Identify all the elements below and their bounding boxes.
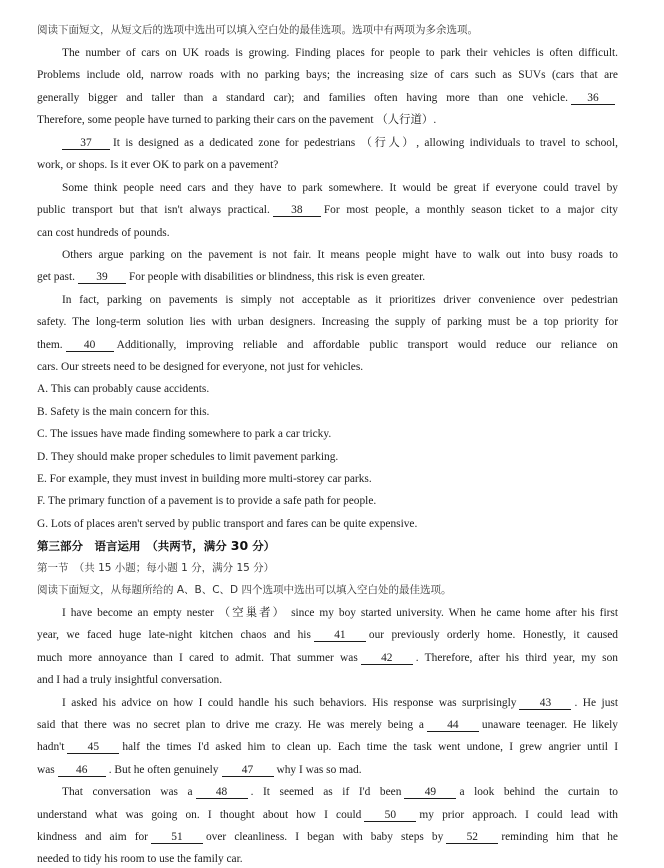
passage-line: In fact, parking on pavements is simply not acceptable as it prioritizes driver convenience over pedestrian — [62, 294, 618, 306]
passage-line: needed to tidy his room to use the family car. — [37, 853, 243, 865]
passage-line: Therefore, some people have turned to parking their cars on the pavement （人行道）. — [37, 114, 437, 126]
passage-line: can cost hundreds of pounds. — [37, 227, 170, 239]
passage-line: public transport but that isn't always practical. 38 For most people, a monthly season ticket to a major city — [37, 204, 618, 216]
blank-38[interactable]: 38 — [273, 204, 321, 217]
option-e: E. For example, they must invest in building more multi-storey car parks. — [37, 473, 372, 485]
passage-line: kindness and aim for 51 over cleanliness. I began with baby steps by 52 reminding him that he — [37, 831, 618, 843]
passage-line: much more annoyance than I cared to admit. That summer was 42 . Therefore, after his third year, my son — [37, 652, 618, 664]
blank-48[interactable]: 48 — [196, 786, 248, 799]
passage-line: Some think people need cars and they have to park somewhere. It would be great if everyone could travel by — [62, 182, 618, 194]
blank-46[interactable]: 46 — [58, 764, 106, 777]
passage-line: Others argue parking on the pavement is not fair. It means people might have to walk out into busy roads to — [62, 249, 618, 261]
passage-line: cars. Our streets need to be designed for everyone, not just for vehicles. — [37, 361, 364, 373]
blank-52[interactable]: 52 — [446, 831, 498, 844]
passage-line: safety. The long-term solution lies with urban designers. Increasing the supply of parking must be a top priority for — [37, 316, 618, 328]
passage-line: generally bigger and taller than a standard car); and families often having more than one vehicle. 36 — [37, 91, 618, 105]
blank-45[interactable]: 45 — [67, 741, 119, 754]
blank-51[interactable]: 51 — [151, 831, 203, 844]
option-c: C. The issues have made finding somewhere to park a car tricky. — [37, 428, 332, 440]
option-a: A. This can probably cause accidents. — [37, 383, 210, 395]
passage-line: get past. 39 For people with disabilities or blindness, this risk is even greater. — [37, 271, 426, 283]
reading-instruction: 阅读下面短文，从短文后的选项中选出可以填入空白处的最佳选项。选项中有两项为多余选项。 — [37, 24, 478, 36]
blank-43[interactable]: 43 — [519, 697, 571, 710]
option-d: D. They should make proper schedules to limit pavement parking. — [37, 451, 339, 463]
passage-line: Problems include old, narrow roads with no parking bays; the increasing size of cars such as SUVs (cars that are — [37, 69, 618, 81]
passage-line: was 46 . But he often genuinely 47 why I was so mad. — [37, 764, 362, 776]
blank-42[interactable]: 42 — [361, 652, 413, 665]
passage-line: 37 It is designed as a dedicated zone for pedestrians （行人）, allowing individuals to travel to school, — [62, 136, 618, 150]
blank-39[interactable]: 39 — [78, 271, 126, 284]
blank-40[interactable]: 40 — [66, 339, 114, 352]
passage-line: year, we faced huge late-night kitchen chaos and his 41 our previously orderly home. Honestly, it caused — [37, 629, 618, 641]
blank-44[interactable]: 44 — [427, 719, 479, 732]
option-g: G. Lots of places aren't served by public transport and fares can be quite expensive. — [37, 518, 418, 530]
passage-line: work, or shops. Is it ever OK to park on a pavement? — [37, 159, 279, 171]
section-subheading: 第一节 （共 15 小题；每小题 1 分，满分 15 分） — [37, 562, 275, 574]
blank-50[interactable]: 50 — [364, 809, 416, 822]
passage-line: and I had a truly insightful conversation. — [37, 674, 223, 686]
option-f: F. The primary function of a pavement is to provide a safe path for people. — [37, 495, 377, 507]
passage-line: hadn't 45 half the times I'd asked him to clean up. Each time the task went undone, I grew angrier until I — [37, 741, 618, 753]
option-b: B. Safety is the main concern for this. — [37, 406, 210, 418]
passage-line: said that there was no secret plan to drive me crazy. He was merely being a 44 unaware teenager. He likely — [37, 719, 618, 731]
blank-41[interactable]: 41 — [314, 629, 366, 642]
passage-line: I have become an empty nester （空巢者） since my boy started university. When he came home after his first — [62, 607, 618, 619]
cloze-instruction: 阅读下面短文，从每题所给的 A、B、C、D 四个选项中选出可以填入空白处的最佳选项。 — [37, 584, 452, 596]
passage-line: understand what was going on. I thought about how I could 50 my prior approach. I could lead with — [37, 809, 618, 821]
blank-47[interactable]: 47 — [222, 764, 274, 777]
blank-49[interactable]: 49 — [404, 786, 456, 799]
blank-37[interactable]: 37 — [62, 137, 110, 150]
passage-line: I asked his advice on how I could handle his such behaviors. His response was surprisingly 43 . He just — [62, 697, 618, 709]
blank-36[interactable]: 36 — [571, 92, 615, 105]
passage-line: That conversation was a 48 . It seemed as if I'd been 49 a look behind the curtain to — [62, 786, 618, 798]
part-heading: 第三部分 语言运用 （共两节，满分 30 分） — [37, 538, 276, 553]
passage-line: them. 40 Additionally, improving reliable and affordable public transport would reduce our reliance on — [37, 339, 618, 351]
passage-line: The number of cars on UK roads is growing. Finding places for people to park their vehicles is often difficult. — [62, 47, 618, 59]
